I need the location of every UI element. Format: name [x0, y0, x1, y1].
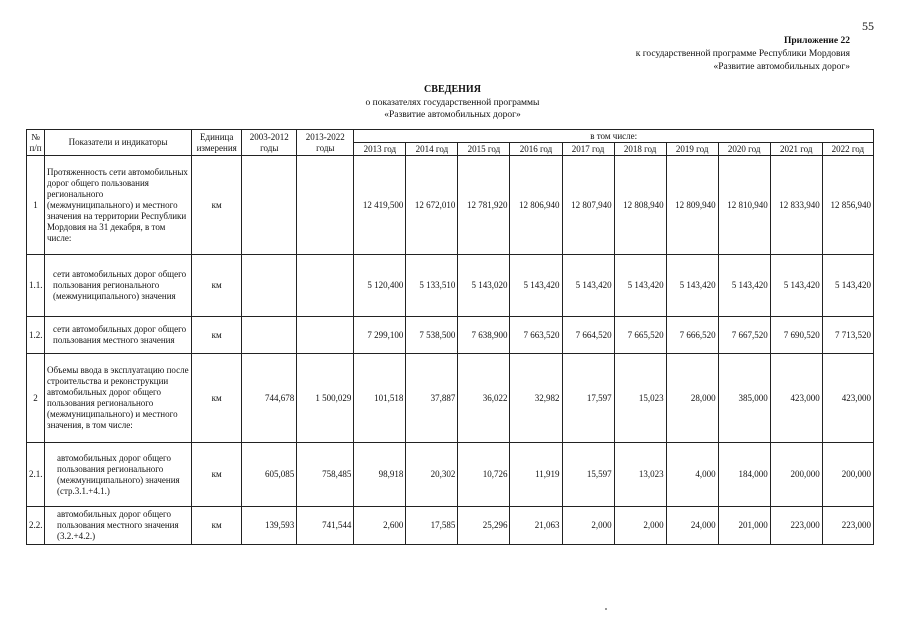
table-row — [27, 443, 874, 507]
row-period-2 — [297, 255, 354, 317]
row-num: 2.1. — [27, 443, 45, 507]
header-name: Показатели и индикаторы — [45, 130, 192, 156]
row-value: 13,023 — [614, 443, 666, 507]
document-title: СВЕДЕНИЯ — [424, 84, 481, 95]
header-year: 2022 год — [822, 143, 873, 156]
row-value: 2,600 — [354, 507, 406, 545]
row-value: 98,918 — [354, 443, 406, 507]
row-value: 24,000 — [666, 507, 718, 545]
row-name: сети автомобильных дорог общего пользования местного значения — [45, 317, 192, 354]
page-number: 55 — [862, 19, 874, 33]
row-value: 4,000 — [666, 443, 718, 507]
row-unit: км — [192, 255, 242, 317]
row-value: 5 143,420 — [718, 255, 770, 317]
document-subtitle-2: «Развитие автомобильных дорог» — [384, 110, 521, 120]
row-period-2 — [297, 317, 354, 354]
row-num: 2 — [27, 354, 45, 443]
row-value: 20,302 — [406, 443, 458, 507]
row-value: 7 538,500 — [406, 317, 458, 354]
appendix-line-1: к государственной программе Республики Мордовия — [635, 49, 850, 59]
row-value: 17,597 — [562, 354, 614, 443]
header-unit: Единица измерения — [192, 130, 242, 156]
row-value: 15,597 — [562, 443, 614, 507]
row-value: 12 419,500 — [354, 156, 406, 255]
row-num: 1 — [27, 156, 45, 255]
row-name: автомобильных дорог общего пользования регионального (межмуниципального) значения (стр.3.1.+4.1.) — [45, 443, 192, 507]
row-name: Протяженность сети автомобильных дорог общего пользования регионального (межмуниципального) и местного значения на территории Республики Мордовия на 31 декабря, в том числе: — [45, 156, 192, 255]
row-value: 423,000 — [822, 354, 873, 443]
row-value: 2,000 — [562, 507, 614, 545]
row-unit: км — [192, 317, 242, 354]
row-value: 36,022 — [458, 354, 510, 443]
row-value: 7 713,520 — [822, 317, 873, 354]
row-value: 201,000 — [718, 507, 770, 545]
row-value: 32,982 — [510, 354, 562, 443]
row-value: 15,023 — [614, 354, 666, 443]
header-year: 2016 год — [510, 143, 562, 156]
row-period-1 — [242, 156, 297, 255]
appendix-title: Приложение 22 — [783, 36, 850, 46]
document-heading — [0, 84, 905, 122]
row-value: 17,585 — [406, 507, 458, 545]
row-value: 10,726 — [458, 443, 510, 507]
row-period-2 — [297, 156, 354, 255]
header-year: 2020 год — [718, 143, 770, 156]
row-value: 7 299,100 — [354, 317, 406, 354]
row-period-1 — [242, 255, 297, 317]
row-value: 223,000 — [770, 507, 822, 545]
row-value: 7 666,520 — [666, 317, 718, 354]
row-value: 12 856,940 — [822, 156, 873, 255]
row-num: 1.2. — [27, 317, 45, 354]
row-value: 12 807,940 — [562, 156, 614, 255]
table-row — [27, 156, 874, 255]
row-value: 12 672,010 — [406, 156, 458, 255]
row-value: 7 638,900 — [458, 317, 510, 354]
row-unit: км — [192, 443, 242, 507]
row-period-2: 741,544 — [297, 507, 354, 545]
indicators-table — [26, 129, 874, 545]
row-period-2: 758,485 — [297, 443, 354, 507]
row-unit: км — [192, 354, 242, 443]
row-value: 423,000 — [770, 354, 822, 443]
scan-speck — [605, 608, 607, 610]
row-period-2: 1 500,029 — [297, 354, 354, 443]
row-period-1: 744,678 — [242, 354, 297, 443]
header-year: 2013 год — [354, 143, 406, 156]
row-period-1: 139,593 — [242, 507, 297, 545]
header-num: № п/п — [27, 130, 45, 156]
header-including: в том числе: — [354, 130, 874, 143]
row-value: 25,296 — [458, 507, 510, 545]
row-period-1 — [242, 317, 297, 354]
row-period-1: 605,085 — [242, 443, 297, 507]
row-value: 12 808,940 — [614, 156, 666, 255]
row-name: Объемы ввода в эксплуатацию после строительства и реконструкции автомобильных дорог общего пользования регионального (межмуниципального) и местного значения, в том числе: — [45, 354, 192, 443]
row-value: 7 690,520 — [770, 317, 822, 354]
row-value: 12 809,940 — [666, 156, 718, 255]
row-num: 2.2. — [27, 507, 45, 545]
row-value: 7 667,520 — [718, 317, 770, 354]
row-value: 2,000 — [614, 507, 666, 545]
row-unit: км — [192, 507, 242, 545]
row-value: 12 833,940 — [770, 156, 822, 255]
appendix-line-2: «Развитие автомобильных дорог» — [713, 62, 850, 72]
header-year: 2018 год — [614, 143, 666, 156]
header-year: 2015 год — [458, 143, 510, 156]
table-row — [27, 507, 874, 545]
document-subtitle-1: о показателях государственной программы — [365, 97, 540, 108]
row-unit: км — [192, 156, 242, 255]
row-value: 101,518 — [354, 354, 406, 443]
row-value: 200,000 — [770, 443, 822, 507]
row-value: 200,000 — [822, 443, 873, 507]
table-row — [27, 354, 874, 443]
table-row — [27, 317, 874, 354]
row-value: 7 665,520 — [614, 317, 666, 354]
row-name: сети автомобильных дорог общего пользования регионального (межмуниципального) значения — [45, 255, 192, 317]
row-value: 7 664,520 — [562, 317, 614, 354]
row-value: 11,919 — [510, 443, 562, 507]
row-value: 5 143,420 — [666, 255, 718, 317]
header-year: 2019 год — [666, 143, 718, 156]
header-year: 2017 год — [562, 143, 614, 156]
header-year: 2014 год — [406, 143, 458, 156]
row-value: 5 143,420 — [822, 255, 873, 317]
row-value: 5 143,020 — [458, 255, 510, 317]
header-period-2013-2022: 2013-2022 годы — [297, 130, 354, 156]
row-value: 12 781,920 — [458, 156, 510, 255]
row-value: 7 663,520 — [510, 317, 562, 354]
row-value: 5 143,420 — [614, 255, 666, 317]
row-value: 184,000 — [718, 443, 770, 507]
row-value: 5 143,420 — [770, 255, 822, 317]
row-value: 12 810,940 — [718, 156, 770, 255]
row-value: 385,000 — [718, 354, 770, 443]
row-value: 223,000 — [822, 507, 873, 545]
header-year: 2021 год — [770, 143, 822, 156]
row-value: 21,063 — [510, 507, 562, 545]
row-value: 12 806,940 — [510, 156, 562, 255]
row-name: автомобильных дорог общего пользования местного значения (3.2.+4.2.) — [45, 507, 192, 545]
row-value: 5 133,510 — [406, 255, 458, 317]
appendix-block — [560, 35, 850, 74]
row-value: 37,887 — [406, 354, 458, 443]
row-num: 1.1. — [27, 255, 45, 317]
row-value: 5 143,420 — [562, 255, 614, 317]
row-value: 5 143,420 — [510, 255, 562, 317]
row-value: 28,000 — [666, 354, 718, 443]
header-period-2003-2012: 2003-2012 годы — [242, 130, 297, 156]
row-value: 5 120,400 — [354, 255, 406, 317]
table-row — [27, 255, 874, 317]
